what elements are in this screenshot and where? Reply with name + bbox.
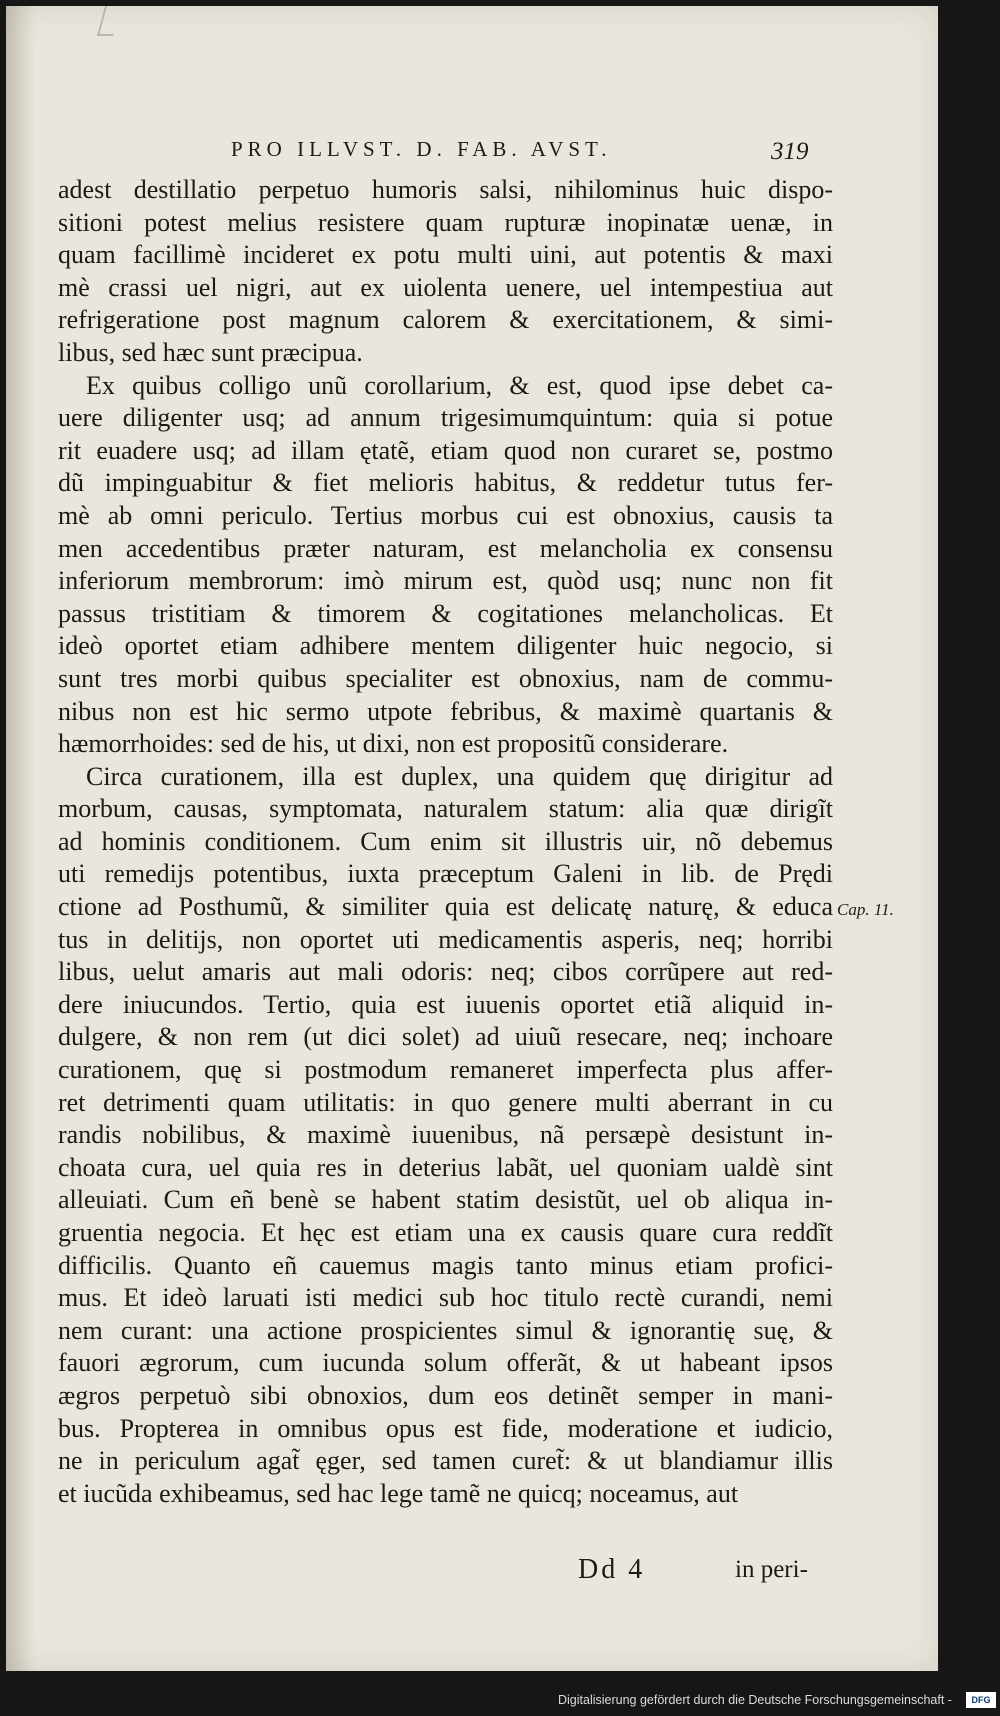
text-line: ret detrimenti quam utilitatis: in quo genere multi aberrant in cu xyxy=(58,1087,833,1117)
text-line: et iucũda exhibeamus, sed hac lege tamẽ ne quicq; noceamus, aut xyxy=(58,1478,739,1508)
text-line: adest destillatio perpetuo humoris salsi, nihilominus huic dispo- xyxy=(58,175,833,204)
dfg-logo xyxy=(966,1692,996,1708)
text-line: mè crassi uel nigri, aut ex uiolenta uenere, uel intempestiua aut xyxy=(58,272,833,302)
dfg-logo-label: DFG xyxy=(971,1695,991,1705)
text-line: bus. Propterea in omnibus opus est fide, moderatione et iudicio, xyxy=(58,1413,833,1443)
body-text xyxy=(58,174,833,1510)
text-line: difficilis. Quanto eñ cauemus magis tanto minus etiam profici- xyxy=(58,1250,833,1280)
text-line: quam facillimè incideret ex potu multi uini, aut potentis & maxi xyxy=(58,240,833,270)
folio-number: 319 xyxy=(771,138,809,165)
digitization-credit: Digitalisierung gefördert durch die Deutsche Forschungsgemeinschaft - xyxy=(558,1693,952,1707)
page-spine-shadow xyxy=(6,6,36,1671)
text-line: uere diligenter usq; ad annum trigesimumquintum: quia si potue xyxy=(58,403,833,433)
text-line: passus tristitiam & timorem & cogitationes melancholicas. Et xyxy=(58,598,833,628)
running-head: PRO ILLVST. D. FAB. AVST. xyxy=(231,137,612,161)
text-line: curationem, quę si postmodum remaneret imperfecta plus affer- xyxy=(58,1055,833,1085)
text-line: gruentia negocia. Et hęc est etiam una ex causis quare cura reddĩt xyxy=(58,1218,833,1247)
text-line: libus, sed hæc sunt præcipua. xyxy=(58,337,363,367)
text-line: ne in periculum agat̃ ęger, sed tamen curet̃: & ut blandiamur illis xyxy=(58,1446,833,1476)
text-line: libus, uelut amaris aut mali odoris: neq; cibos corrũpere aut red- xyxy=(58,957,833,987)
catchword: in peri- xyxy=(735,1556,808,1583)
margin-note: Cap. 11. xyxy=(837,900,894,919)
text-line: rit euadere usq; ad illam ętatẽ, etiam quod non curaret se, postmo xyxy=(58,435,833,465)
signature-mark: Dd 4 xyxy=(578,1554,646,1585)
text-line: sitioni potest melius resistere quam rupturæ inopinatæ uenæ, in xyxy=(58,207,833,237)
text-line: alleuiati. Cum eñ benè se habent statim desistũt, uel ob aliqua in- xyxy=(58,1185,833,1215)
text-line: sunt tres morbi quibus specialiter est obnoxius, nam de commu- xyxy=(58,663,833,693)
text-line: choata cura, uel quia res in deterius labãt, uel quoniam ualdè sint xyxy=(58,1152,833,1182)
text-line: ctione ad Posthumũ, & similiter quia est delicatę naturę, & educa xyxy=(58,892,833,922)
text-line: morbum, causas, symptomata, naturalem statum: alia quæ dirigĩt xyxy=(58,794,833,824)
text-line: hæmorrhoides: sed de his, ut dixi, non est propositũ considerare. xyxy=(58,729,729,759)
text-line: ad hominis conditionem. Cum enim sit illustris uir, nõ debemus xyxy=(58,826,833,856)
text-line: nem curant: una actione prospicientes simul & ignorantię suę, & xyxy=(58,1315,833,1345)
text-line: mus. Et ideò laruati isti medici sub hoc titulo rectè curandi, nemi xyxy=(58,1283,833,1313)
text-line: randis nobilibus, & maximè iuuenibus, nã persæpè desistunt in- xyxy=(58,1120,833,1150)
text-line: fauori ægrorum, cum iucunda solum offerãt, & ut habeant ipsos xyxy=(58,1348,833,1378)
text-line: dũ impinguabitur & fiet melioris habitus, & reddetur tutus fer- xyxy=(58,468,833,498)
text-line: nibus non est hic sermo utpote febribus, & maximè quartanis & xyxy=(58,696,833,726)
text-line: Circa curationem, illa est duplex, una quidem quę dirigitur ad xyxy=(86,761,833,791)
text-line: ægros perpetuò sibi obnoxios, dum eos detinẽt semper in mani- xyxy=(58,1380,833,1410)
page-fold-mark xyxy=(97,6,121,36)
text-line: tus in delitijs, non oportet uti medicamentis asperis, neq; horribi xyxy=(58,924,833,954)
text-line: ideò oportet etiam adhibere mentem diligenter huic negocio, si xyxy=(58,631,833,661)
text-line: men accedentibus præter naturam, est melancholia ex consensu xyxy=(58,533,833,563)
text-line: Ex quibus colligo unũ corollarium, & est, quod ipse debet ca- xyxy=(86,370,833,400)
text-line: refrigeratione post magnum calorem & exercitationem, & simi- xyxy=(58,305,833,335)
text-line: dere iniucundos. Tertio, quia est iuuenis oportet etiã aliquid in- xyxy=(58,989,833,1019)
book-page xyxy=(6,6,938,1671)
text-line: uti remedijs potentibus, iuxta præceptum Galeni in lib. de Prędi xyxy=(58,859,833,889)
text-line: inferiorum membrorum: imò mirum est, quòd usq; nunc non fit xyxy=(58,566,833,596)
text-line: mè ab omni periculo. Tertius morbus cui est obnoxius, causis ta xyxy=(58,500,833,530)
text-line: dulgere, & non rem (ut dici solet) ad uiuũ resecare, neq; inchoare xyxy=(58,1022,833,1052)
